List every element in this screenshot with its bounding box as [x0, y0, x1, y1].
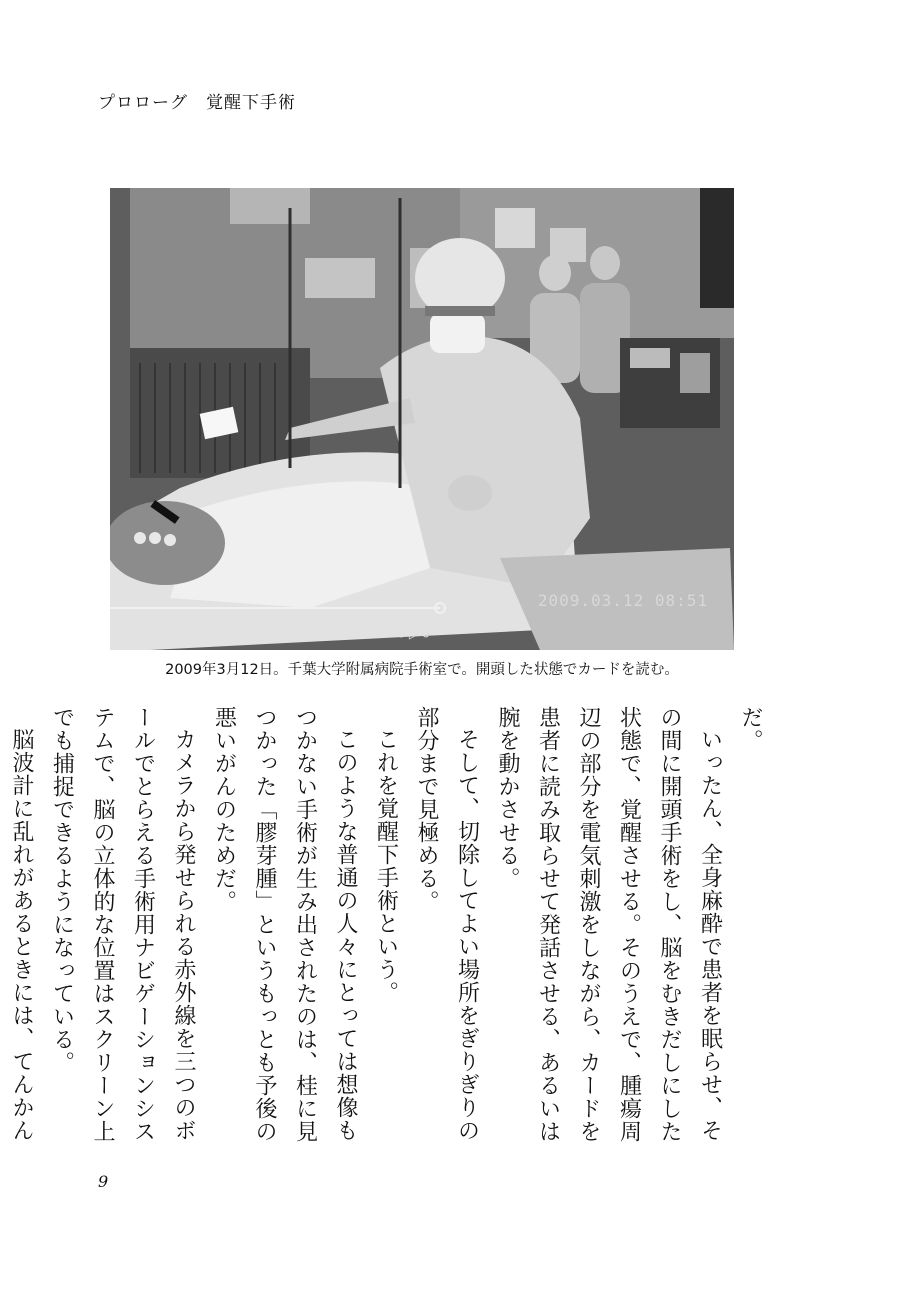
surgery-photo-illustration — [110, 188, 734, 650]
surgery-photo — [110, 188, 734, 650]
paragraph: 脳波計に乱れがあるときには、てんかん — [9, 728, 34, 1142]
photo-caption: 2009年3月12日。千葉大学附属病院手術室で。開頭した状態でカードを読む。 — [165, 662, 679, 678]
page-number: 9 — [98, 1172, 109, 1191]
photo-timestamp: 2009.03.12 08:51 — [537, 591, 708, 610]
paragraph: そして、切除してよい場所をぎりぎりの部分まで見極める。 — [414, 706, 480, 1142]
paragraph: これを覚醒下手術という。 — [373, 728, 399, 1004]
svg-text:⟲ ▷ ⟳: ⟲ ▷ ⟳ — [395, 627, 432, 641]
paragraph-continuation: だ。 — [738, 706, 763, 752]
vertical-body-text — [0, 706, 770, 1146]
running-header: プロローグ 覚醒下手術 — [98, 93, 296, 113]
paragraph: このような普通の人々にとっては想像もつかない手術が生み出されたのは、桂に見つかった「膠芽腫」というもっとも予後の悪いがんのためだ。 — [211, 706, 358, 1143]
paragraph: いったん、全身麻酔で患者を眠らせ、その間に開頭手術をし、脳をむきだしにした状態で、覚醒させる。そのうえで、腫瘍周辺の部分を電気刺激をしながら、カードを患者に読み取らせて発話させる、あるいは腕を動かさせる。 — [495, 706, 723, 1143]
paragraph: カメラから発せられる赤外線を三つのボールでとらえる手術用ナビゲーションシステムで、脳の立体的な位置はスクリーン上でも捕捉できるようになっている。 — [49, 706, 196, 1143]
